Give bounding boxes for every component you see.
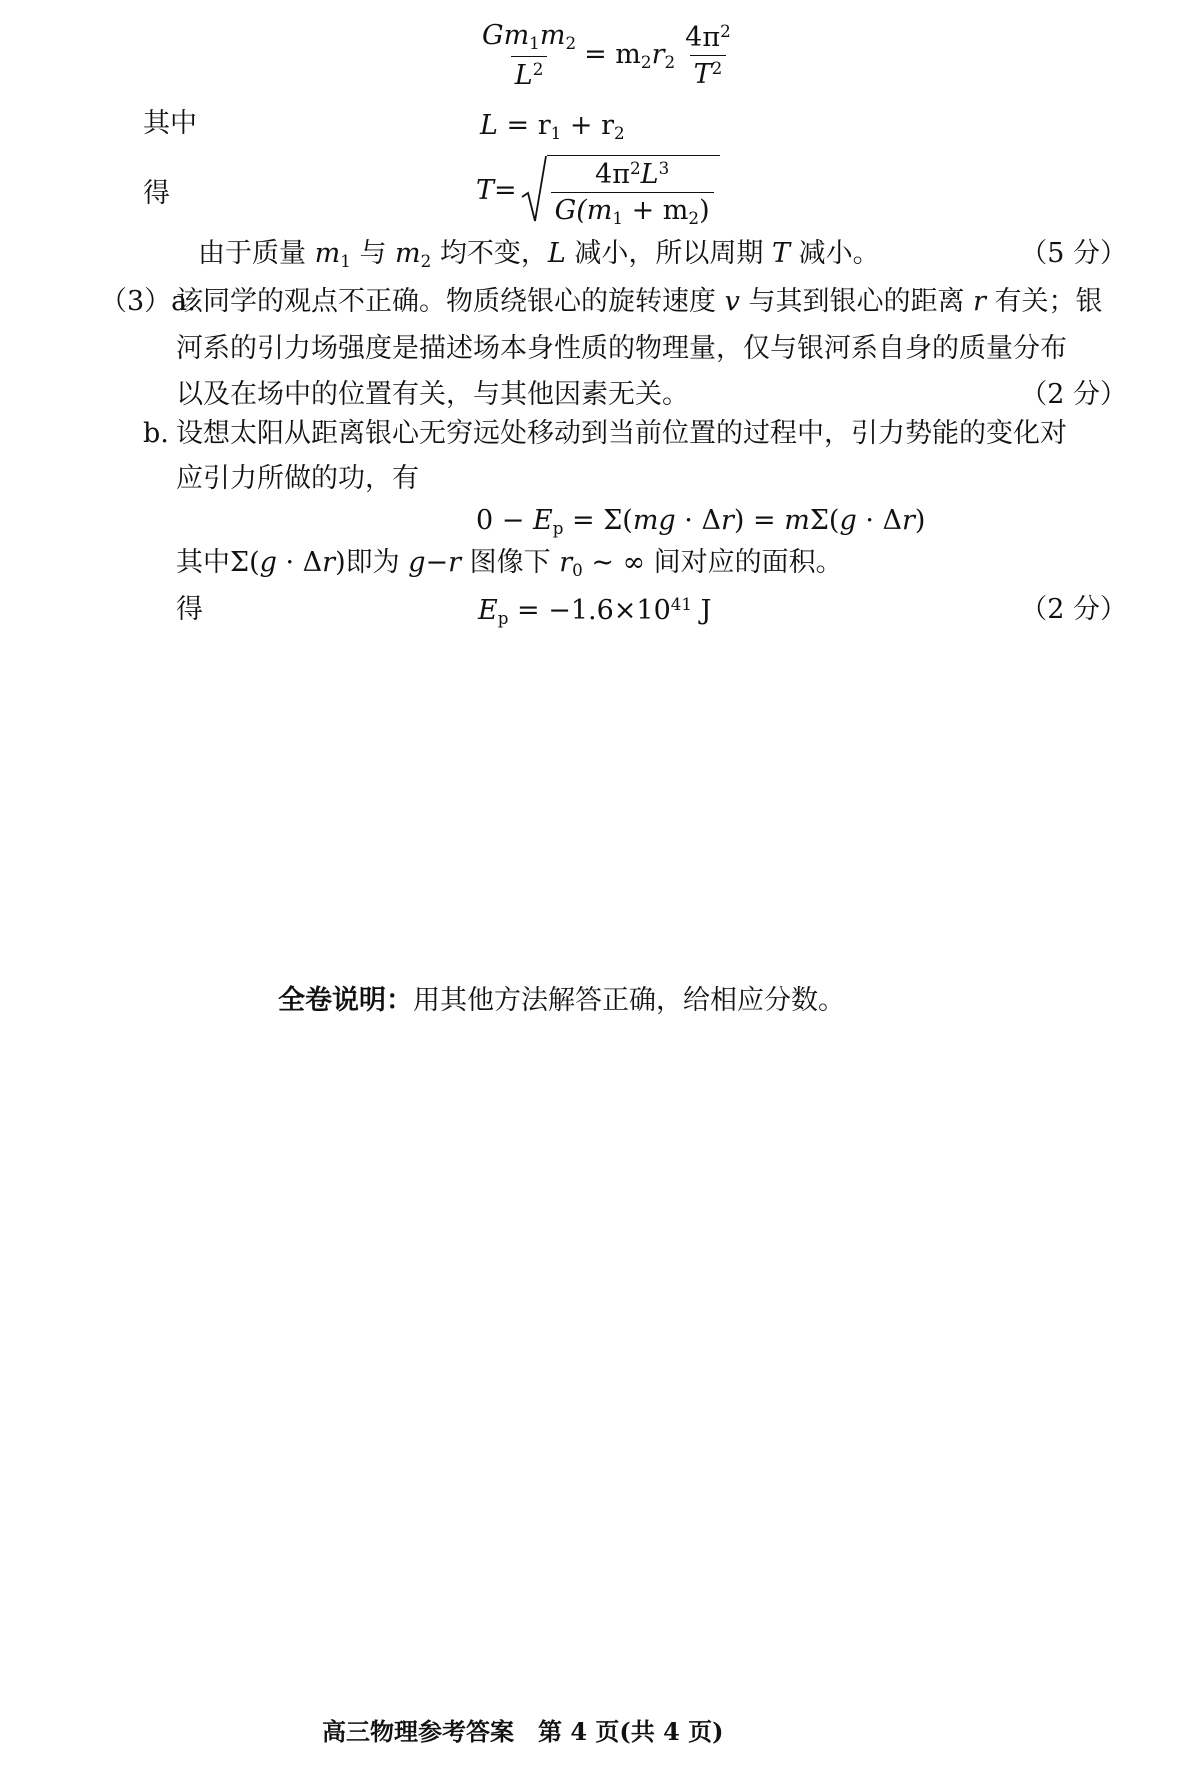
score-2b: （2 分） xyxy=(1020,594,1127,625)
fraction-gravity-force: $\frac{Gm_1m_2}{L^2}$ xyxy=(482,20,577,91)
score-5: （5 分） xyxy=(1020,238,1127,269)
part3a-line1: 该同学的观点不正确。物质绕银心的旋转速度 v 与其到银心的距离 r 有关；银 xyxy=(176,286,1103,317)
equation-potential-energy-sum: $0 - E_p = \Sigma(mg \cdot \Delta r) = m\Sigma(g \cdot \Delta r)$ xyxy=(476,505,926,539)
conclusion-line: 由于质量 $m_1$ 与 $m_2$ 均不变，L 减小，所以周期 T 减小。 xyxy=(198,238,880,272)
general-note: 全卷说明：用其他方法解答正确，给相应分数。 xyxy=(278,985,845,1016)
equation-result: $E_p = -1.6\times 10^{41}$ J xyxy=(478,594,712,629)
radical-sign-icon xyxy=(521,155,547,225)
label-qizhong: 其中 xyxy=(143,108,197,139)
label-de-1: 得 xyxy=(143,178,170,209)
part3a-line2: 河系的引力场强度是描述场本身性质的物理量，仅与银河系自身的质量分布 xyxy=(176,333,1067,364)
square-root: $\frac{4\pi^2L^3}{G(m_1 + m_2)}$ xyxy=(521,155,720,227)
part3a-prefix: （3）a. xyxy=(100,286,196,317)
part3a-line3: 以及在场中的位置有关，与其他因素无关。 xyxy=(176,379,689,410)
part3b-line2: 应引力所做的功，有 xyxy=(176,463,419,494)
equation-distance: $L = r_1 + r_2$ xyxy=(480,110,625,144)
equation-gravitation: $\frac{Gm_1m_2}{L^2}$ = $m_2r_2$ $\frac{4\pi^2}{T^2}$ xyxy=(478,22,735,89)
equation-period: T = $\frac{4\pi^2L^3}{G(m_1 + m_2)}$ xyxy=(476,155,720,227)
score-2a: （2 分） xyxy=(1020,379,1127,410)
part3b-prefix: b. xyxy=(143,418,169,449)
fraction-centripetal: $\frac{4\pi^2}{T^2}$ xyxy=(685,20,731,91)
area-explanation-line: 其中Σ(g · Δr)即为 g−r 图像下 $r_0$ ~ ∞ 间对应的面积。 xyxy=(176,547,843,581)
part3b-line1: 设想太阳从距离银心无穷远处移动到当前位置的过程中，引力势能的变化对 xyxy=(176,418,1067,449)
label-de-2: 得 xyxy=(176,594,203,625)
page-footer: 高三物理参考答案 第 4 页(共 4 页) xyxy=(322,1717,724,1746)
